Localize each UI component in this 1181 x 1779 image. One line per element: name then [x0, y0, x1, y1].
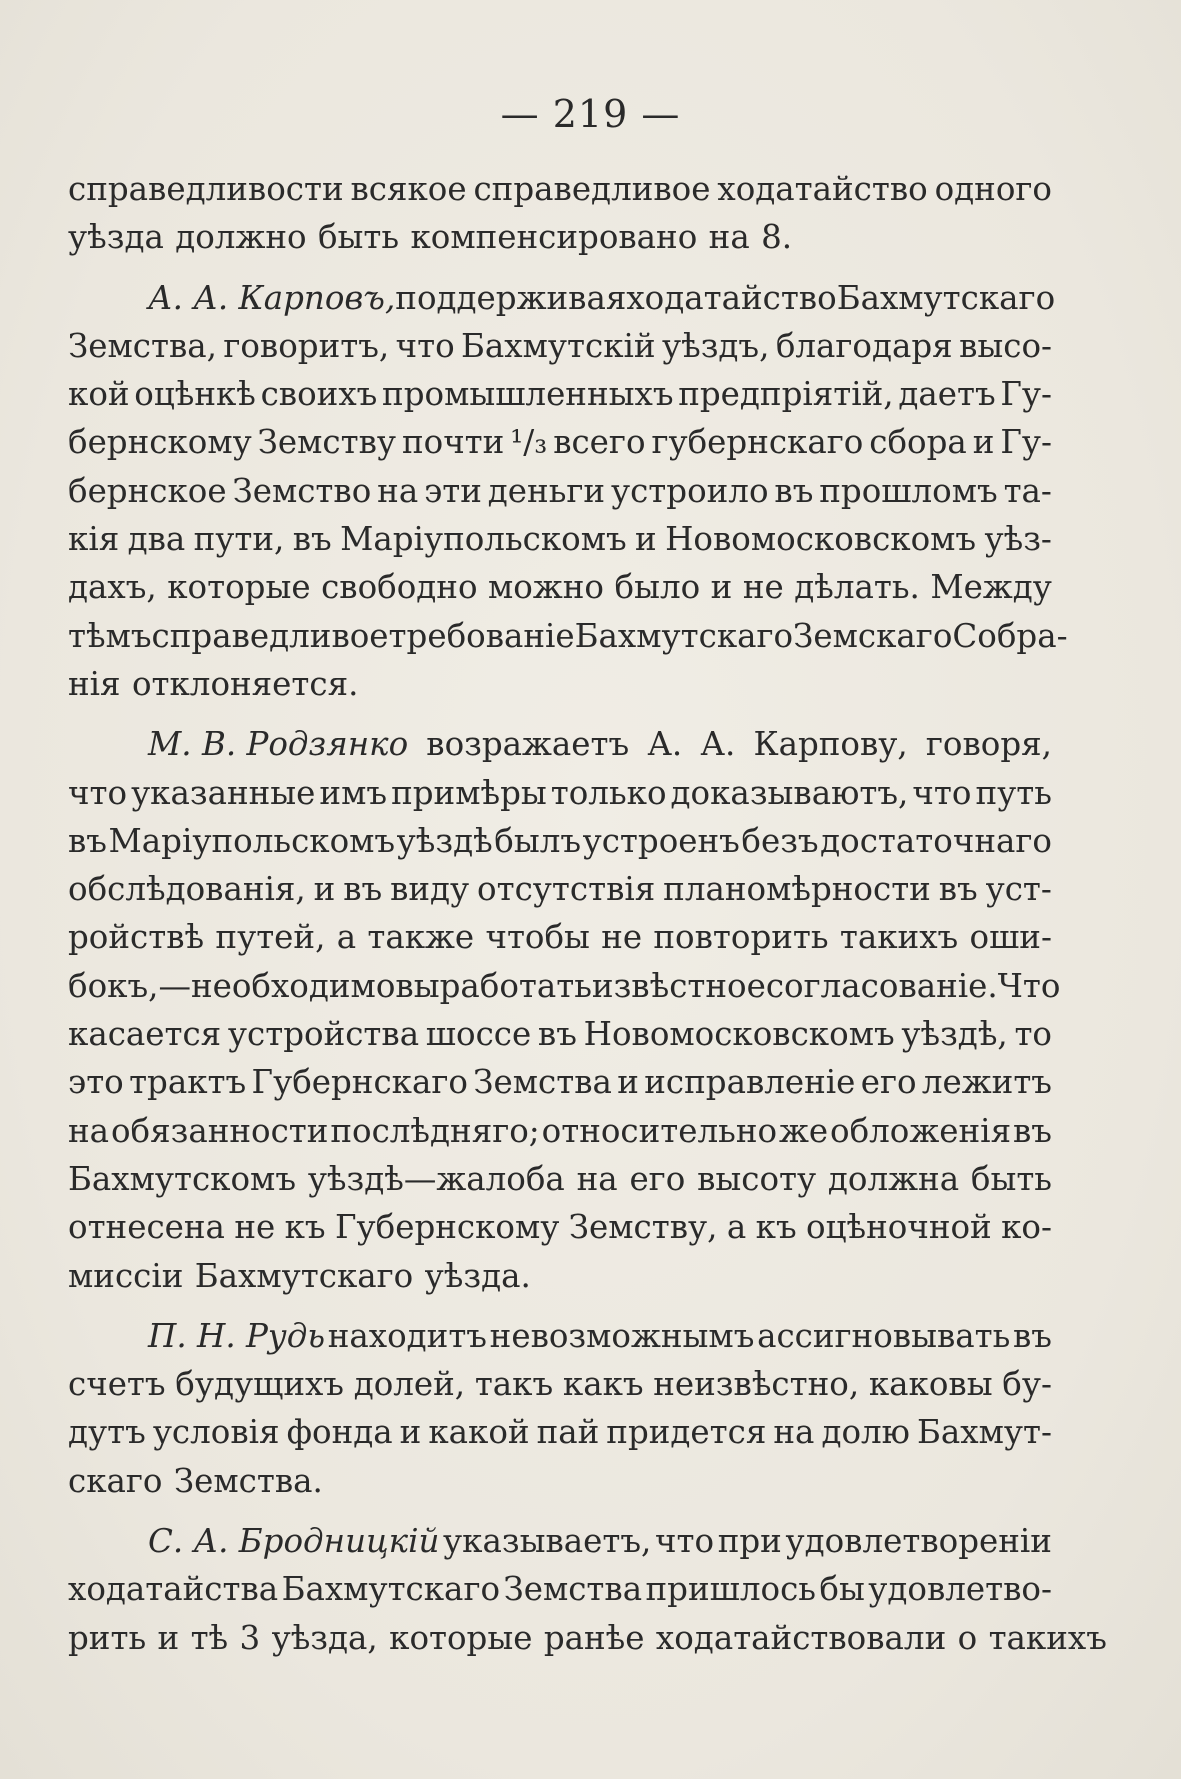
word: и: [710, 568, 733, 607]
word: та-: [1003, 471, 1052, 510]
word: имъ: [319, 773, 388, 812]
text-line: [68, 322, 1052, 370]
word: сбора: [869, 423, 967, 462]
word: и: [972, 423, 995, 462]
text-line: [68, 563, 1052, 611]
paragraph: [68, 165, 1052, 262]
word: Губернскаго: [251, 1063, 468, 1102]
word: въ: [537, 1015, 577, 1054]
word: уѣздѣ—жалоба: [307, 1159, 565, 1198]
word: планомѣрности: [663, 870, 931, 909]
word: быть: [317, 218, 400, 257]
word: ¹/₃: [510, 423, 548, 462]
word: что: [395, 326, 455, 365]
text-line: [68, 515, 1052, 563]
word: быть: [970, 1159, 1052, 1198]
word: доказываютъ,: [670, 773, 909, 812]
word: благодаря: [775, 326, 953, 365]
word: ко-: [1001, 1208, 1052, 1247]
text-line: [68, 612, 1068, 660]
word: и: [635, 520, 657, 559]
word: бернскому: [68, 423, 252, 462]
word: кой: [68, 375, 130, 414]
text-line: [68, 1565, 1052, 1613]
word: Земства.: [173, 1461, 323, 1500]
word: при: [717, 1522, 782, 1561]
word: пути,: [193, 520, 285, 559]
text-line: [68, 418, 1052, 466]
word: Губернскому: [335, 1208, 560, 1247]
word: Между: [930, 568, 1052, 607]
text-line: [68, 1517, 1052, 1565]
word: компенсировано: [410, 218, 698, 257]
page-text: [68, 165, 1107, 1662]
word: отклоняется.: [131, 664, 359, 703]
word: лежитъ: [921, 1063, 1052, 1102]
word: согласованіе.: [765, 966, 998, 1005]
paragraph: [68, 720, 1061, 1300]
word: Гу-: [1000, 423, 1052, 462]
word: деньги: [487, 471, 606, 510]
word: Земству: [257, 423, 397, 462]
word: повторить: [653, 918, 829, 957]
word: пришлось: [645, 1570, 816, 1609]
word: путь: [975, 773, 1052, 812]
word: о: [957, 1618, 978, 1657]
word: дахъ,: [68, 568, 157, 607]
paragraph: [68, 1312, 1052, 1505]
word: губернскаго: [651, 423, 864, 462]
word: устройства: [227, 1015, 420, 1054]
word: такихъ: [839, 918, 959, 957]
word: къ: [284, 1208, 326, 1247]
word: на: [576, 1159, 618, 1198]
word: достаточнаго: [820, 821, 1052, 860]
word: на: [68, 1111, 110, 1150]
speaker-name: П. Н. Рудь: [148, 1316, 326, 1355]
word: эти: [424, 471, 482, 510]
word: въ: [1012, 1316, 1052, 1355]
speaker-name: С. А. Бродницкій: [148, 1522, 440, 1561]
word: примѣры: [391, 773, 547, 812]
word: ходатайства: [68, 1570, 279, 1609]
word: въ: [292, 520, 332, 559]
word: шоссе: [425, 1015, 532, 1054]
word: справедливое: [151, 616, 389, 655]
word: ходатайство: [626, 278, 837, 317]
word: Что: [997, 966, 1061, 1005]
word: Земства,: [68, 326, 217, 365]
word: бокъ,—необходимо: [68, 966, 396, 1005]
word: почти: [401, 423, 505, 462]
word: уѣзда,: [271, 1618, 378, 1657]
word: 3: [239, 1618, 261, 1657]
paragraph: [68, 274, 1068, 709]
word: пай: [536, 1413, 600, 1452]
word: трактъ: [129, 1063, 247, 1102]
word: будущихъ: [175, 1365, 344, 1404]
word: можно: [488, 568, 605, 607]
word: на: [377, 471, 419, 510]
word: тѣ: [190, 1618, 229, 1657]
text-line: [68, 213, 1052, 261]
word: бернское: [68, 471, 227, 510]
word: справедливости: [68, 170, 344, 208]
word: которые: [167, 568, 311, 607]
word: касается: [68, 1015, 222, 1054]
word: А.: [647, 725, 683, 764]
word: Карпову,: [753, 725, 908, 764]
word: обложенія: [830, 1111, 1012, 1150]
word: всего: [553, 423, 646, 462]
word: что: [655, 1522, 715, 1561]
word: высо-: [959, 326, 1052, 365]
word: то: [1014, 1015, 1052, 1054]
word: условія: [152, 1413, 280, 1452]
text-line: [68, 1203, 1052, 1251]
text-line: [68, 165, 1052, 213]
word: уѣзда.: [424, 1256, 531, 1295]
word: былъ: [494, 821, 582, 860]
text-line: [68, 1155, 1052, 1203]
word: чтобы: [485, 918, 590, 957]
word: оцѣнкѣ: [134, 375, 256, 414]
word: въ: [938, 870, 978, 909]
word: уѣз-: [984, 520, 1052, 559]
text-line: [68, 913, 1052, 961]
word: каковы: [868, 1365, 993, 1404]
word: всякое: [350, 170, 467, 208]
text-line: [68, 1457, 1052, 1505]
word: такъ: [474, 1365, 554, 1404]
word: обслѣдованія,: [68, 870, 306, 909]
paragraph-gap: [68, 708, 1052, 720]
word: уѣздѣ,: [901, 1015, 1008, 1054]
word: ходатайствовали: [655, 1618, 947, 1657]
word: предпріятій,: [678, 375, 894, 414]
word: Земскаго: [793, 616, 953, 655]
word: скаго: [68, 1461, 163, 1500]
word: должна: [827, 1159, 960, 1198]
word: требованіе: [388, 616, 575, 655]
word: въ: [343, 870, 383, 909]
word: дѣлать.: [794, 568, 920, 607]
text-line: [68, 865, 1052, 913]
word: на: [708, 218, 750, 257]
word: удовлетвореніи: [785, 1522, 1052, 1561]
word: оши-: [969, 918, 1052, 957]
text-line: [68, 769, 1052, 817]
word: придется: [606, 1413, 767, 1452]
word: это: [68, 1063, 124, 1102]
text-line: [68, 1614, 1107, 1662]
word: также: [367, 918, 475, 957]
word: путей,: [215, 918, 326, 957]
word: къ: [755, 1208, 797, 1247]
word: говоря,: [925, 725, 1052, 764]
word: кія: [68, 520, 120, 559]
word: относительно: [541, 1111, 778, 1150]
word: и: [157, 1618, 180, 1657]
word: уѣзда: [68, 218, 164, 257]
word: Бахмутскій: [461, 326, 656, 365]
word: обязанности: [110, 1111, 329, 1150]
text-line: [68, 1010, 1052, 1058]
word: его: [860, 1063, 917, 1102]
text-line: [68, 1360, 1052, 1408]
word: оцѣночной: [806, 1208, 992, 1247]
word: было: [614, 568, 701, 607]
word: два: [127, 520, 186, 559]
word: возражаетъ: [426, 725, 630, 764]
word: Бахмутскаго: [281, 1570, 501, 1609]
word: уѣздъ,: [661, 326, 770, 365]
word: и: [617, 1063, 639, 1102]
word: а: [726, 1208, 747, 1247]
word: А.: [700, 725, 736, 764]
word: Маріупольскомъ: [340, 520, 627, 559]
word: и: [313, 870, 336, 909]
word: Бахмутскаго: [194, 1256, 414, 1295]
word: указываетъ,: [443, 1522, 652, 1561]
text-line: [68, 720, 1052, 768]
word: бу-: [1002, 1365, 1052, 1404]
word: устроило: [610, 471, 769, 510]
word: какой: [428, 1413, 530, 1452]
word: виду: [390, 870, 470, 909]
word: долей,: [353, 1365, 466, 1404]
word: выработать: [395, 966, 592, 1005]
text-line: [68, 962, 1061, 1010]
word: извѣстное: [591, 966, 766, 1005]
text-line: [68, 1252, 1052, 1300]
word: въ: [774, 471, 814, 510]
word: на: [773, 1413, 815, 1452]
text-line: [68, 274, 1056, 322]
word: свободно: [321, 568, 478, 607]
text-line: [68, 1408, 1052, 1456]
word: не: [234, 1208, 276, 1247]
word: Бахмут-: [916, 1413, 1052, 1452]
word: удовлетво-: [868, 1570, 1052, 1609]
word: отнесена: [68, 1208, 225, 1247]
paragraph-gap: [68, 262, 1052, 274]
speaker-name: А. А. Карповъ,: [148, 278, 396, 317]
word: Новомосковскомъ: [665, 520, 977, 559]
text-line: [68, 817, 1052, 865]
word: ходатайство: [717, 170, 928, 208]
word: долю: [821, 1413, 910, 1452]
word: какъ: [562, 1365, 644, 1404]
word: послѣдняго;: [330, 1111, 540, 1150]
word: устроенъ: [582, 821, 740, 860]
word: въ: [68, 821, 107, 860]
word: Новомосковскомъ: [583, 1015, 895, 1054]
text-line: [68, 1058, 1052, 1106]
word: Земства: [503, 1570, 643, 1609]
word: счетъ: [68, 1365, 166, 1404]
text-line: [68, 1107, 1052, 1155]
word: ассигновывать: [757, 1316, 1011, 1355]
word: указанные: [131, 773, 316, 812]
word: что: [912, 773, 972, 812]
word: дутъ: [68, 1413, 146, 1452]
word: промышленныхъ: [382, 375, 674, 414]
word: а: [336, 918, 357, 957]
word: Маріупольскомъ: [108, 821, 396, 860]
text-line: [68, 370, 1052, 418]
word: Бахмутскаго: [574, 616, 794, 655]
word: въ: [1012, 1111, 1052, 1150]
word: прошломъ: [819, 471, 998, 510]
word: Земство: [232, 471, 372, 510]
word: и: [399, 1413, 422, 1452]
word: не: [601, 918, 643, 957]
word: отсутствія: [477, 870, 656, 909]
text-line: [68, 660, 1052, 708]
word: высоту: [697, 1159, 817, 1198]
word: не: [742, 568, 784, 607]
word: неизвѣстно,: [653, 1365, 860, 1404]
word: его: [629, 1159, 686, 1198]
word: должно: [175, 218, 307, 257]
word: 8.: [761, 218, 793, 257]
word: миссіи: [68, 1256, 184, 1295]
word: нія: [68, 664, 121, 703]
word: справедливое: [473, 170, 711, 208]
word: даетъ: [898, 375, 996, 414]
word: только: [550, 773, 667, 812]
word: безъ: [741, 821, 819, 860]
word: одного: [934, 170, 1052, 208]
page-number: — 219 —: [500, 92, 681, 136]
speaker-name: М. В. Родзянко: [148, 725, 409, 764]
word: тѣмъ: [68, 616, 152, 655]
word: поддерживая: [395, 278, 627, 317]
word: ройствѣ: [68, 918, 205, 957]
word: же: [778, 1111, 829, 1150]
word: исправленіе: [644, 1063, 856, 1102]
word: фонда: [286, 1413, 393, 1452]
word: что: [68, 773, 128, 812]
word: которые: [389, 1618, 533, 1657]
word: говоритъ,: [223, 326, 390, 365]
word: Земству,: [568, 1208, 718, 1247]
paragraph: [68, 1517, 1107, 1662]
word: находитъ: [327, 1316, 487, 1355]
text-line: [68, 1312, 1052, 1360]
word: уѣздѣ: [396, 821, 493, 860]
text-line: [68, 467, 1052, 515]
word: Бахмутскаго: [836, 278, 1056, 317]
word: Гу-: [1000, 375, 1052, 414]
word: своихъ: [260, 375, 378, 414]
paragraph-gap: [68, 1505, 1052, 1517]
word: ранѣе: [543, 1618, 645, 1657]
word: такихъ: [988, 1618, 1107, 1657]
word: рить: [68, 1618, 147, 1657]
word: Собра-: [952, 616, 1068, 655]
word: Бахмутскомъ: [68, 1159, 297, 1198]
paragraph-gap: [68, 1300, 1052, 1312]
word: Земства: [473, 1063, 612, 1102]
word: бы: [819, 1570, 865, 1609]
word: уст-: [985, 870, 1052, 909]
word: невозможнымъ: [489, 1316, 755, 1355]
